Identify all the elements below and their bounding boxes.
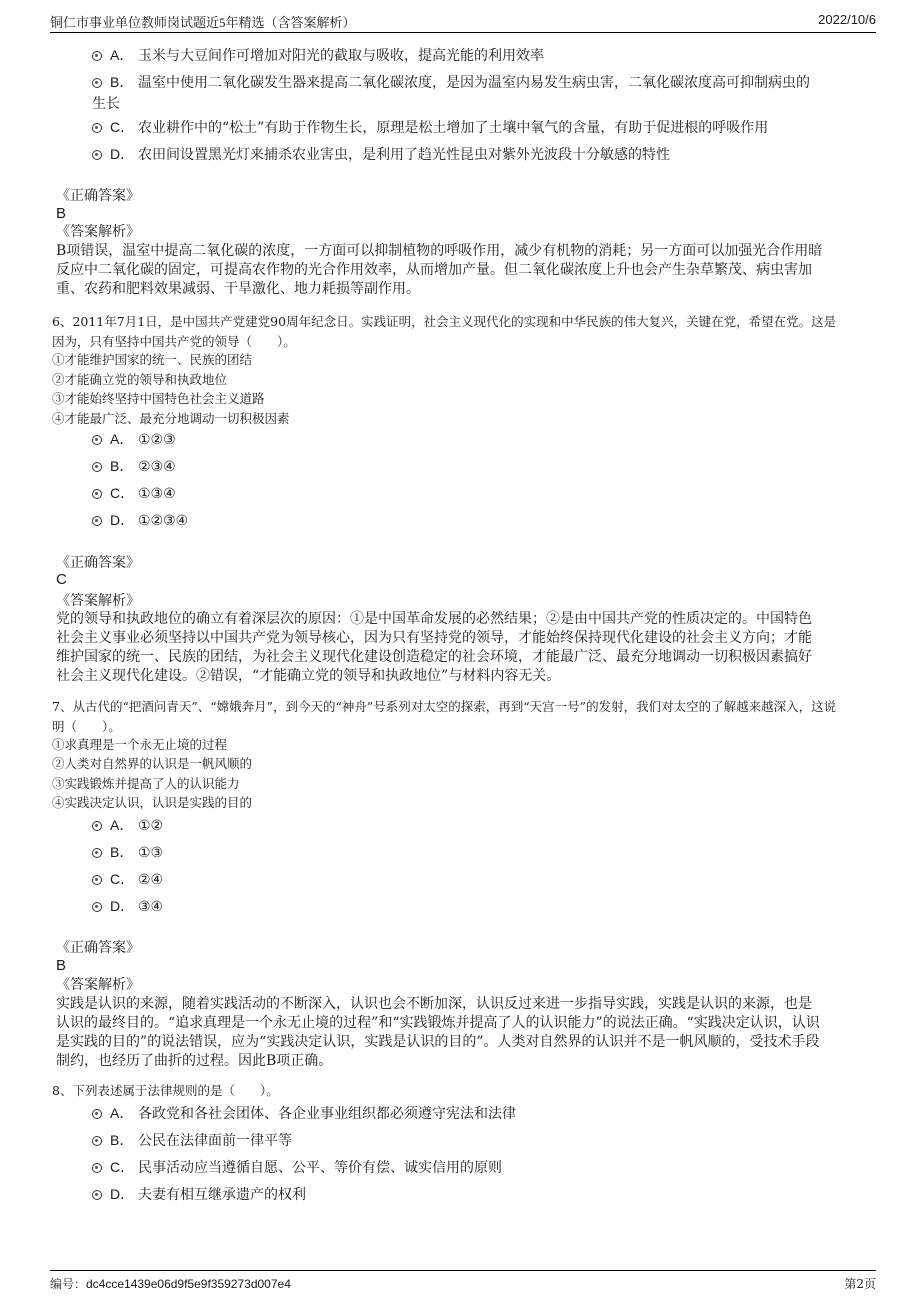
q6-stem: 6、2011年7月1日，是中国共产党建党90周年纪念日。实践证明，社会主义现代化的实现和中华民族的伟大复兴，关键在党，希望在党。这是 因为，只有坚持中国共产党的领导（ ）。	[52, 314, 837, 349]
q6-answer: C	[56, 571, 67, 588]
q5-option-b[interactable]: B． 温室中使用二氧化碳发生器来提高二氧化碳浓度，是因为温室内易发生病虫害，二氧化碳浓度高可抑制病虫的	[92, 71, 870, 94]
q6-option-a[interactable]: A． ①②③	[92, 428, 870, 451]
q8-option-d[interactable]: D． 夫妻有相互继承遗产的权利	[92, 1183, 870, 1206]
radio-icon[interactable]	[92, 821, 102, 831]
q7-item-1: ①求真理是一个永无止境的过程	[52, 737, 228, 752]
q7-answer: B	[56, 957, 67, 974]
q8-stem: 8、下列表述属于法律规则的是（ ）。	[52, 1083, 279, 1098]
radio-icon[interactable]	[92, 489, 102, 499]
q7-option-d[interactable]: D． ③④	[92, 895, 870, 918]
q7-analysis-label: 《答案解析》	[56, 977, 140, 993]
radio-icon[interactable]	[92, 150, 102, 160]
radio-icon[interactable]	[92, 123, 102, 133]
radio-icon[interactable]	[92, 51, 102, 61]
q7-option-c[interactable]: C． ②④	[92, 868, 870, 891]
q7-stem: 7、从古代的“把酒问青天”、“嫦娥奔月”，到今天的“神舟”号系列对太空的探索，再到“天宫一号”的发射，我们对太空的了解越来越深入，这说 明（ ）。	[52, 699, 837, 734]
q5-option-c[interactable]: C． 农业耕作中的“松土”有助于作物生长，原理是松土增加了土壤中氧气的含量，有助于促进根的呼吸作用	[92, 116, 870, 139]
q5-analysis: B项错误，温室中提高二氧化碳的浓度，一方面可以抑制植物的呼吸作用，减少有机物的消耗；另一方面可以加强光合作用暗 反应中二氧化碳的固定，可提高农作物的光合作用效率，从而增加产量。但二氧化碳浓度上升也会产生杂草繁茂、病虫害加 重、农药和肥料效果减弱、干旱激化、地力耗损等副作用。	[56, 243, 823, 297]
q6-option-b[interactable]: B． ②③④	[92, 455, 870, 478]
page-header	[50, 10, 876, 33]
q7-option-a[interactable]: A． ①②	[92, 814, 870, 837]
q7-item-3: ③实践锻炼并提高了人的认识能力	[52, 776, 240, 791]
radio-icon[interactable]	[92, 462, 102, 472]
q5-option-b-continued: 生长	[92, 96, 120, 112]
q5-analysis-label: 《答案解析》	[56, 224, 140, 240]
q6-item-4: ④才能最广泛、最充分地调动一切积极因素	[52, 411, 290, 426]
q7-option-b[interactable]: B． ①③	[92, 841, 870, 864]
radio-icon[interactable]	[92, 902, 102, 912]
document-date: 2022/10/6	[818, 12, 876, 27]
radio-icon[interactable]	[92, 848, 102, 858]
q7-analysis: 实践是认识的来源，随着实践活动的不断深入，认识也会不断加深，认识反过来进一步指导实践，实践是认识的来源，也是 认识的最终目的。“追求真理是一个永无止境的过程”和“实践锻炼并提高了人的认识能力”的说法正确。“实践决定认识，认识 是实践的目的”的说法错误，应为“实践决定认识，实践是认识的目的”。人类对自然界的认识并不是一帆风顺的，受技术手段 制约，也经历了曲折的过程。因此B项正确。	[56, 996, 820, 1069]
q6-item-2: ②才能确立党的领导和执政地位	[52, 372, 228, 387]
radio-icon[interactable]	[92, 516, 102, 526]
q7-item-2: ②人类对自然界的认识是一帆风顺的	[52, 756, 253, 771]
q5-correct-answer-label: 《正确答案》	[56, 188, 140, 204]
document-title: 铜仁市事业单位教师岗试题近5年精选（含答案解析）	[50, 15, 356, 30]
radio-icon[interactable]	[92, 1109, 102, 1119]
q5-option-a[interactable]: A． 玉米与大豆间作可增加对阳光的截取与吸收，提高光能的利用效率	[92, 44, 870, 67]
q6-analysis: 党的领导和执政地位的确立有着深层次的原因：①是中国革命发展的必然结果；②是由中国共产党的性质决定的。中国特色 社会主义事业必须坚持以中国共产党为领导核心，因为只有坚持党的领导，才能始终保持现代化建设的社会主义方向；才能 维护国家的统一、民族的团结，为社会主义现代化建设创造稳定的社会环境，才能最广泛、最充分地调动一切积极因素搞好 社会主义现代化建设。②错误，“才能确立党的领导和执政地位”与材料内容无关。	[56, 611, 812, 684]
q6-correct-answer-label: 《正确答案》	[56, 555, 140, 571]
radio-icon[interactable]	[92, 435, 102, 445]
q5-option-d[interactable]: D． 农田间设置黑光灯来捕杀农业害虫，是利用了趋光性昆虫对紫外光波段十分敏感的特性	[92, 143, 870, 166]
document-code: 编号：dc4cce1439e06d9f5e9f359273d007e4	[50, 1277, 291, 1291]
q6-item-3: ③才能始终坚持中国特色社会主义道路	[52, 391, 265, 406]
q6-option-c[interactable]: C． ①③④	[92, 482, 870, 505]
q6-option-d[interactable]: D． ①②③④	[92, 509, 870, 532]
q6-item-1: ①才能维护国家的统一、民族的团结	[52, 352, 253, 367]
radio-icon[interactable]	[92, 1136, 102, 1146]
q6-analysis-label: 《答案解析》	[56, 593, 140, 609]
q7-item-4: ④实践决定认识，认识是实践的目的	[52, 795, 253, 810]
page-footer	[50, 1270, 876, 1291]
q8-option-b[interactable]: B． 公民在法律面前一律平等	[92, 1129, 870, 1152]
q7-correct-answer-label: 《正确答案》	[56, 940, 140, 956]
q5-answer: B	[56, 205, 67, 222]
q8-option-a[interactable]: A． 各政党和各社会团体、各企业事业组织都必须遵守宪法和法律	[92, 1102, 870, 1125]
radio-icon[interactable]	[92, 1163, 102, 1173]
page-number: 第2页	[844, 1277, 876, 1291]
radio-icon[interactable]	[92, 78, 102, 88]
radio-icon[interactable]	[92, 875, 102, 885]
radio-icon[interactable]	[92, 1190, 102, 1200]
q8-option-c[interactable]: C． 民事活动应当遵循自愿、公平、等价有偿、诚实信用的原则	[92, 1156, 870, 1179]
